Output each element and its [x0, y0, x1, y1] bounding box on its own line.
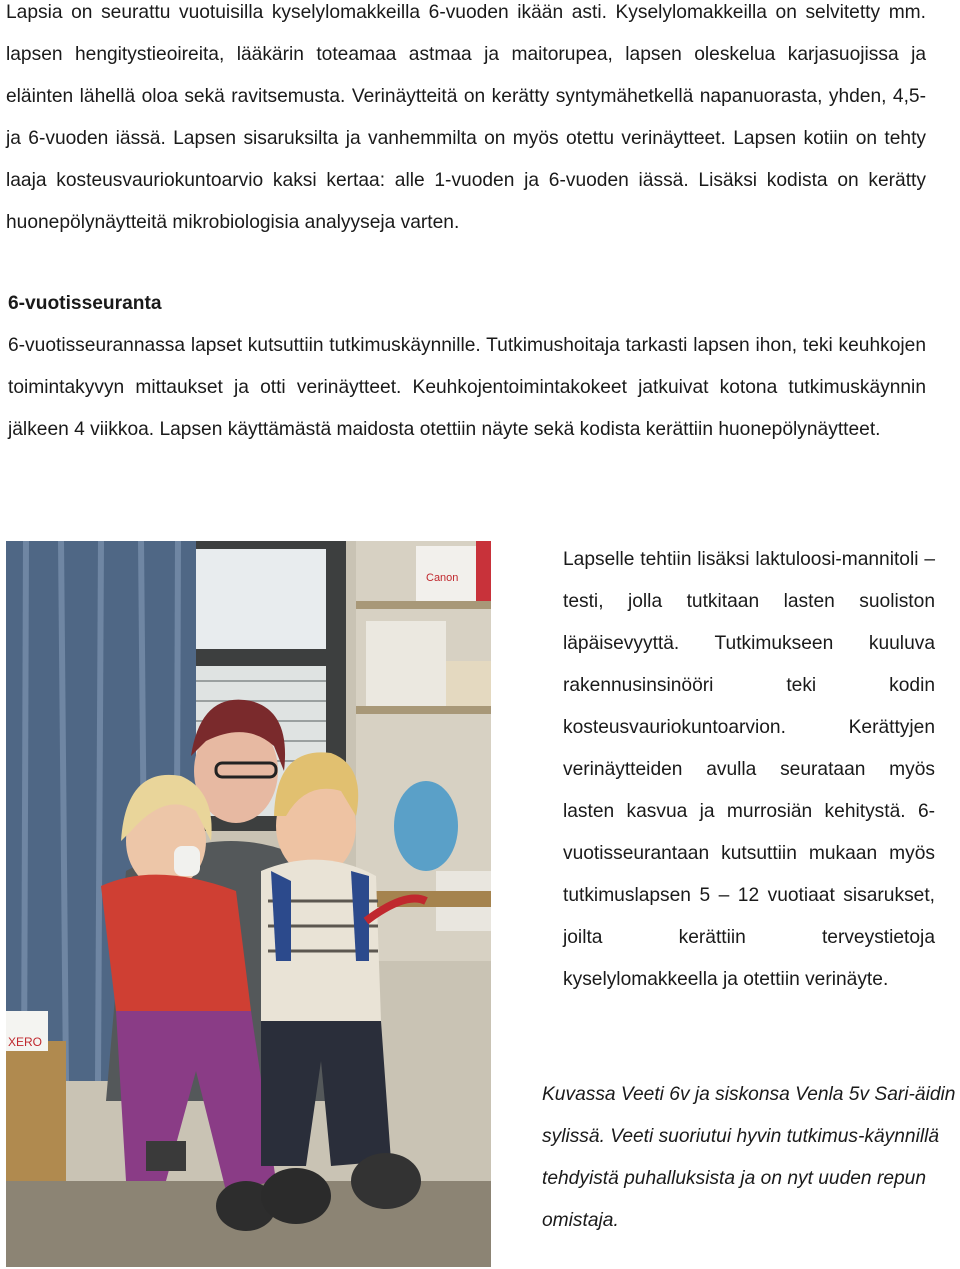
canon-box-label: Canon — [426, 572, 459, 584]
family-photo — [6, 541, 491, 1267]
xerox-box-label: XERO — [8, 1035, 43, 1049]
section-paragraph: 6-vuotisseurannassa lapset kutsuttiin tutkimuskäynnille. Tutkimushoitaja tarkasti lapsen ihon, teki keuhkojen toimintakyvyn mittaukset ja otti verinäytteet. Keuhkojentoimintakokeet jatkuivat kotona tutkimuskäynnin jälkeen 4 viikkoa. Lapsen käyttämästä maidosta otettiin näyte sekä kodista kerättiin huonepölynäytteet. — [8, 335, 926, 440]
side-paragraph: Lapselle tehtiin lisäksi laktuloosi-mannitoli –testi, jolla tutkitaan lasten suoliston läpäisevyyttä. Tutkimukseen kuuluva rakennusinsinööri teki kodin kosteusvauriokuntoarvion. Kerättyjen verinäytteiden avulla seurataan myös lasten kasvua ja murrosiän kehitystä. 6-vuotisseurantaan kutsuttiin mukaan myös tutkimuslapsen 5 – 12 vuotiaat sisarukset, joilta kerättiin terveystietoja kyselylomakkeella ja otettiin verinäyte. — [563, 549, 935, 990]
section-heading: 6-vuotisseuranta — [8, 293, 162, 314]
intro-paragraph: Lapsia on seurattu vuotuisilla kyselylomakkeilla 6-vuoden ikään asti. Kyselylomakkeilla on selvitetty mm. lapsen hengitystieoireita, lääkärin toteamaa astmaa ja maitorupea, lapsen oleskelua karjasuojissa ja eläinten lähellä oloa sekä ravitsemusta. Verinäytteitä on kerätty syntymähetkellä napanuorasta, yhden, 4,5- ja 6-vuoden iässä. Lapsen sisaruksilta ja vanhemmilta on myös otettu verinäytteet. Lapsen kotiin on tehty laaja kosteusvauriokuntoarvio kaksi kertaa: alle 1-vuoden ja 6-vuoden iässä. Lisäksi kodista on kerätty huonepölynäytteitä mikrobiologisia analyyseja varten. — [6, 2, 926, 233]
photo-caption: Kuvassa Veeti 6v ja siskonsa Venla 5v Sari-äidin sylissä. Veeti suoriutui hyvin tutkimus-käynnillä tehdyistä puhalluksista ja on nyt uuden repun omistaja. — [542, 1084, 956, 1231]
